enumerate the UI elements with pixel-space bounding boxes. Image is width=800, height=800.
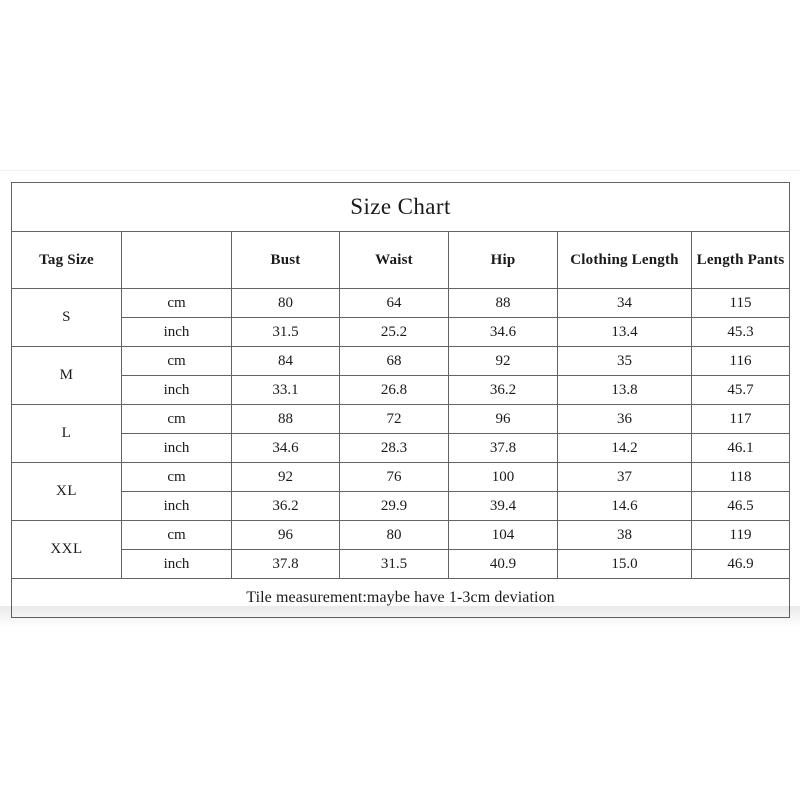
- table-row: [12, 463, 790, 492]
- cell-waist-cm: 76: [340, 463, 449, 492]
- cell-length-pants-inch: 45.7: [692, 376, 790, 405]
- cell-length-pants-inch: 46.5: [692, 492, 790, 521]
- column-header-hip: Hip: [449, 232, 558, 289]
- column-header-waist: Waist: [340, 232, 449, 289]
- table-row: [12, 405, 790, 434]
- column-header-clothing-length: Clothing Length: [558, 232, 692, 289]
- cell-bust-inch: 33.1: [232, 376, 340, 405]
- cell-hip-cm: 96: [449, 405, 558, 434]
- unit-label-cm: cm: [122, 463, 232, 492]
- column-header-length-pants: Length Pants: [692, 232, 790, 289]
- table-row: [12, 318, 790, 347]
- column-header-unit: [122, 232, 232, 289]
- cell-waist-cm: 64: [340, 289, 449, 318]
- cell-waist-cm: 68: [340, 347, 449, 376]
- cell-hip-inch: 36.2: [449, 376, 558, 405]
- cell-clothing-length-inch: 13.8: [558, 376, 692, 405]
- cell-waist-inch: 26.8: [340, 376, 449, 405]
- cell-bust-cm: 84: [232, 347, 340, 376]
- cell-bust-cm: 96: [232, 521, 340, 550]
- header-row: [12, 232, 790, 289]
- cell-length-pants-inch: 45.3: [692, 318, 790, 347]
- unit-label-inch: inch: [122, 318, 232, 347]
- cell-bust-inch: 31.5: [232, 318, 340, 347]
- unit-label-inch: inch: [122, 492, 232, 521]
- column-header-tag-size: Tag Size: [12, 232, 122, 289]
- unit-label-cm: cm: [122, 289, 232, 318]
- cell-clothing-length-cm: 34: [558, 289, 692, 318]
- cell-hip-inch: 34.6: [449, 318, 558, 347]
- size-chart-container: [11, 182, 789, 618]
- table-row: [12, 289, 790, 318]
- cell-bust-cm: 80: [232, 289, 340, 318]
- table-row: [12, 376, 790, 405]
- table-row: [12, 434, 790, 463]
- cell-clothing-length-cm: 36: [558, 405, 692, 434]
- cell-hip-cm: 92: [449, 347, 558, 376]
- cell-length-pants-cm: 116: [692, 347, 790, 376]
- cell-hip-cm: 104: [449, 521, 558, 550]
- size-label: XL: [12, 463, 122, 521]
- cell-clothing-length-inch: 14.6: [558, 492, 692, 521]
- deviation-note: Tile measurement:maybe have 1-3cm deviation: [12, 579, 790, 618]
- cell-length-pants-cm: 119: [692, 521, 790, 550]
- cell-hip-inch: 40.9: [449, 550, 558, 579]
- size-label: XXL: [12, 521, 122, 579]
- chart-title: Size Chart: [12, 183, 790, 232]
- table-row: [12, 492, 790, 521]
- cell-bust-cm: 88: [232, 405, 340, 434]
- cell-clothing-length-inch: 14.2: [558, 434, 692, 463]
- cell-clothing-length-inch: 13.4: [558, 318, 692, 347]
- cell-bust-inch: 36.2: [232, 492, 340, 521]
- cell-waist-inch: 31.5: [340, 550, 449, 579]
- unit-label-cm: cm: [122, 347, 232, 376]
- cell-length-pants-cm: 117: [692, 405, 790, 434]
- cell-hip-cm: 88: [449, 289, 558, 318]
- unit-label-inch: inch: [122, 550, 232, 579]
- size-label: M: [12, 347, 122, 405]
- cell-waist-inch: 25.2: [340, 318, 449, 347]
- cell-length-pants-cm: 118: [692, 463, 790, 492]
- table-row: [12, 521, 790, 550]
- cell-clothing-length-cm: 37: [558, 463, 692, 492]
- cell-waist-cm: 72: [340, 405, 449, 434]
- column-header-bust: Bust: [232, 232, 340, 289]
- cell-waist-inch: 28.3: [340, 434, 449, 463]
- cell-bust-cm: 92: [232, 463, 340, 492]
- cell-bust-inch: 37.8: [232, 550, 340, 579]
- cell-clothing-length-inch: 15.0: [558, 550, 692, 579]
- cell-waist-cm: 80: [340, 521, 449, 550]
- cell-clothing-length-cm: 35: [558, 347, 692, 376]
- cell-length-pants-inch: 46.9: [692, 550, 790, 579]
- size-chart-table: [11, 182, 790, 618]
- top-divider: [0, 170, 800, 171]
- table-row: [12, 347, 790, 376]
- cell-waist-inch: 29.9: [340, 492, 449, 521]
- title-row: [12, 183, 790, 232]
- cell-length-pants-cm: 115: [692, 289, 790, 318]
- unit-label-cm: cm: [122, 405, 232, 434]
- cell-bust-inch: 34.6: [232, 434, 340, 463]
- cell-hip-inch: 39.4: [449, 492, 558, 521]
- size-label: L: [12, 405, 122, 463]
- cell-hip-inch: 37.8: [449, 434, 558, 463]
- cell-hip-cm: 100: [449, 463, 558, 492]
- size-label: S: [12, 289, 122, 347]
- table-row: [12, 550, 790, 579]
- unit-label-inch: inch: [122, 434, 232, 463]
- bottom-shadow: [0, 606, 800, 628]
- unit-label-inch: inch: [122, 376, 232, 405]
- cell-clothing-length-cm: 38: [558, 521, 692, 550]
- cell-length-pants-inch: 46.1: [692, 434, 790, 463]
- unit-label-cm: cm: [122, 521, 232, 550]
